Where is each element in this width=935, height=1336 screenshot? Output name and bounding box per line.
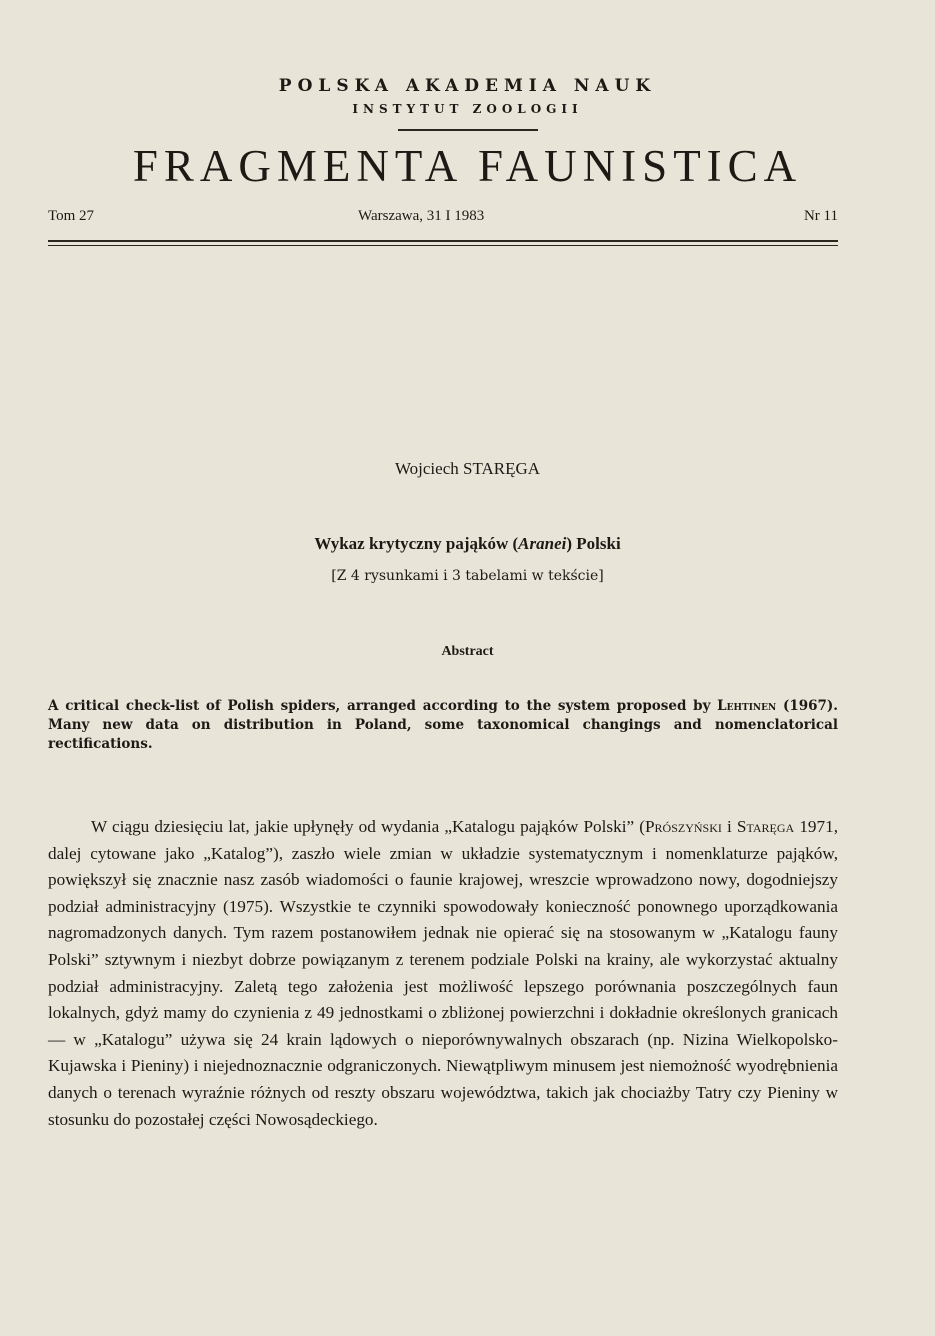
title-italic: Aranei [518, 534, 567, 553]
title-part-2: ) Polski [566, 534, 621, 553]
body-paragraph [48, 814, 838, 1133]
article-subtitle: [Z 4 rysunkami i 3 tabelami w tekście] [331, 568, 604, 584]
article-title [0, 534, 935, 554]
place-date: Warszawa, 31 I 1983 [358, 208, 485, 224]
academy-name: POLSKA AKADEMIA NAUK [278, 76, 657, 96]
body-part-3: 1971, dalej cytowane jako „Katalog”), zaszło wiele zmian w układzie systematycznym i nomenklaturze pająków, powiększył się znacznie nasz zasób wiadomości o faunie krajowej, wreszcie wprowadzono nowy, dogodniejszy podział administracyjny (1975). Wszystkie te czynniki spowodowały konieczność ponownego uporządkowania nagromadzonych danych. Tym razem postanowiłem jednak nie opierać się na stosowanym w „Katalogu fauny Polski” sztywnym i niezbyt dobrze powiązanym z terenem podziale Polski na krainy, ale wykorzystać aktualny podział administracyjny. Zaletą tego założenia jest możliwość lepszego porównania poszczególnych faun lokalnych, gdyż mamy do czynienia z 49 jednostkami o zbliżonej powierzchni i dokładnie określonych granicach — w „Katalogu” używa się 24 krain lądowych o nieporównywalnych obszarach (np. Nizina Wielkopolsko-Kujawska i Pieniny) i niejednoznacznie odgraniczonych. Niewątpliwym minusem jest niemożność wyodrębnienia danych o terenach wyraźnie różnych od reszty obszaru województwa, takich jak chociażby Tatry czy Pieniny w stosunku do pozostałej części Nowosądeckiego. [48, 817, 838, 1129]
article-author [0, 459, 935, 479]
abstract-part-2: (1967). Many new data on distribution in Poland, some taxonomical changings and nomenclatorical rectifications. [48, 698, 838, 752]
body-cited-author-2: Staręga [736, 817, 795, 836]
journal-title: FRAGMENTA FAUNISTICA [132, 141, 803, 191]
body-part-1: W ciągu dziesięciu lat, jakie upłynęły od wydania „Katalogu pająków Polski” ( [91, 817, 645, 836]
volume-number: Tom 27 [48, 208, 95, 224]
author-first-name: Wojciech [394, 459, 459, 478]
institute-name: INSTYTUT ZOOLOGII [352, 102, 583, 116]
body-text [48, 814, 838, 1133]
header-divider [398, 129, 538, 131]
issue-number: Nr 11 [803, 208, 838, 224]
abstract-part-1: A critical check-list of Polish spiders, arranged according to the system proposed by [48, 698, 718, 714]
header-rule-thick [48, 240, 838, 242]
abstract-cited-author: Lehtinen [717, 698, 777, 714]
title-part-1: Wykaz krytyczny pająków ( [314, 534, 519, 553]
body-part-2: i [721, 817, 737, 836]
abstract-heading: Abstract [441, 644, 494, 659]
header-rule-thin [48, 245, 838, 246]
body-cited-author-1: Prószyński [644, 817, 722, 836]
author-last-name: STARĘGA [463, 459, 541, 478]
abstract-text [48, 697, 838, 754]
